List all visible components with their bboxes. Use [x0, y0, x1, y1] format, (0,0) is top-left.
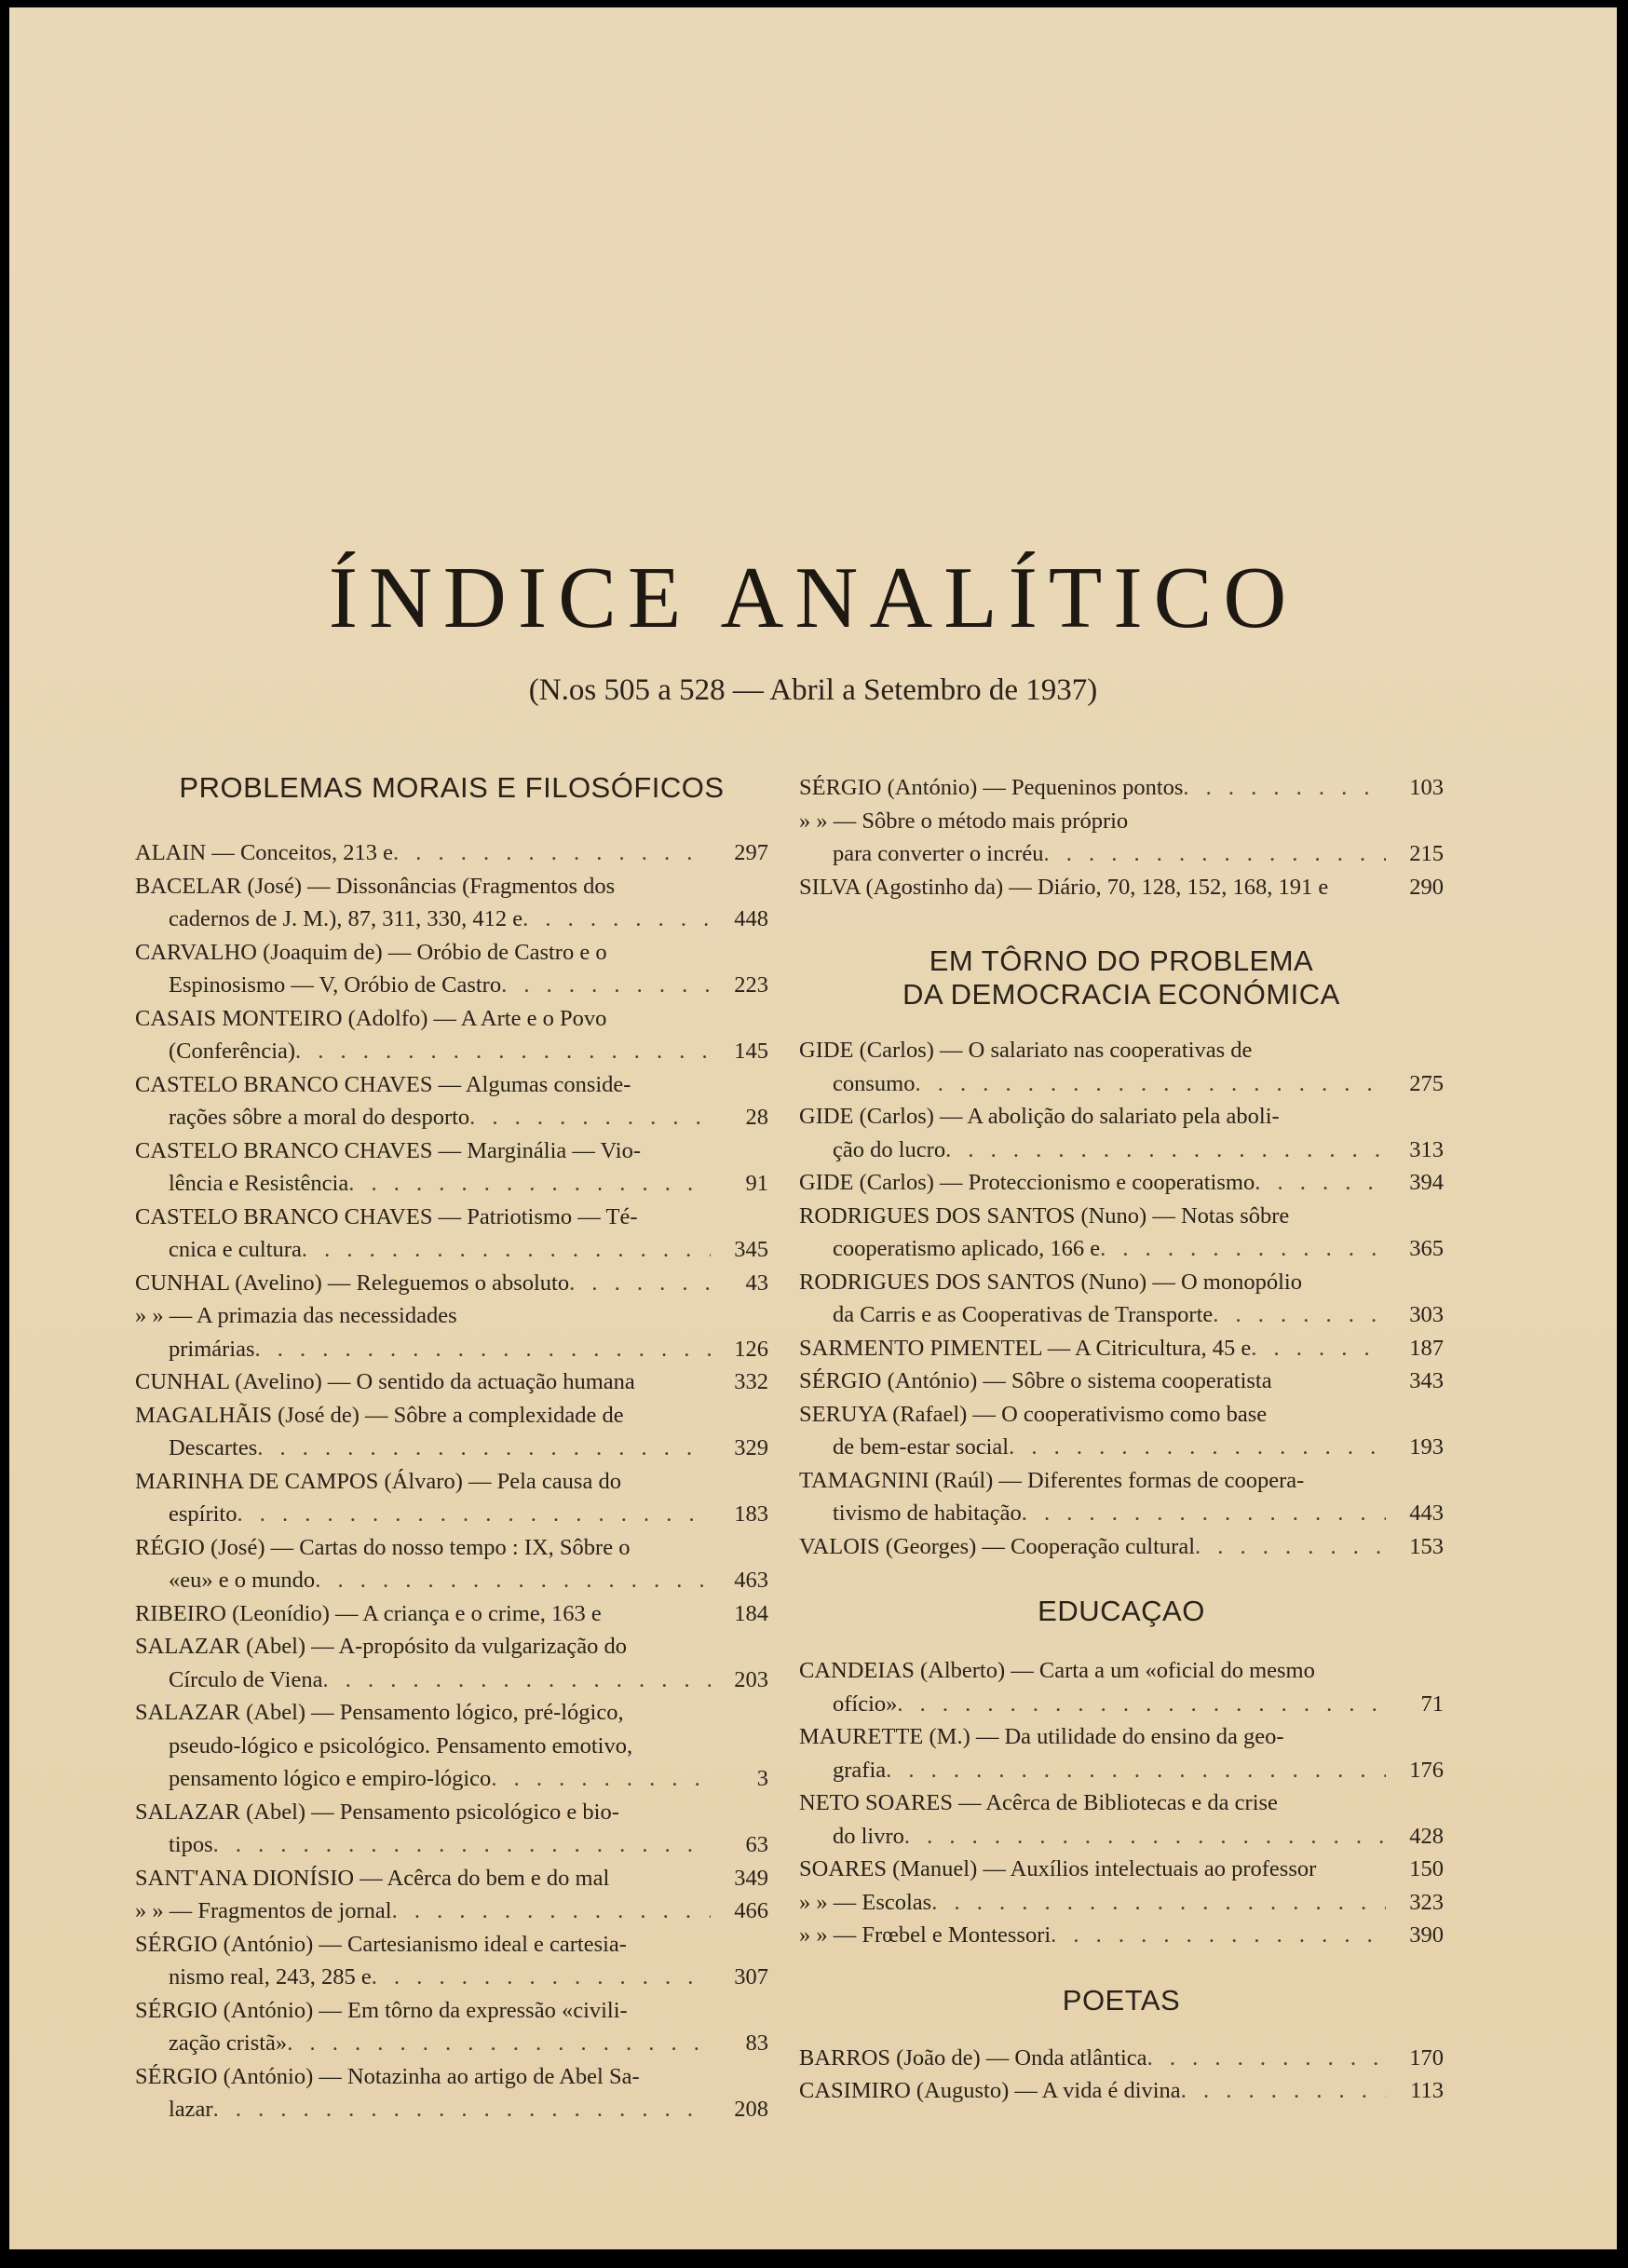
entry-text: CUNHAL (Avelino) — Releguemos o absoluto [135, 1270, 570, 1296]
entry-line [135, 936, 768, 970]
entry-text: SILVA (Agostinho da) — Diário, 70, 128, 152, 168, 191 e [799, 874, 1329, 900]
entry-line [799, 771, 1444, 805]
entry-text: pseudo-lógico e psicológico. Pensamento emotivo, [169, 1732, 633, 1759]
index-section [135, 771, 768, 2126]
page-number: 153 [1409, 1533, 1444, 1559]
entry-line [799, 2074, 1444, 2108]
dot-leader [287, 2027, 711, 2060]
entry-text: GIDE (Carlos) — Proteccionismo e cooperatismo [799, 1170, 1255, 1195]
entry-line [135, 1365, 768, 1399]
page-number: 71 [1420, 1691, 1444, 1717]
page-number: 91 [745, 1171, 768, 1196]
entry-line [799, 1720, 1444, 1754]
entry-line [135, 1267, 768, 1300]
entry-text: CUNHAL (Avelino) — O sentido da actuação humana [135, 1369, 635, 1394]
entry-line [135, 1531, 768, 1565]
index-entry [799, 1365, 1444, 1398]
entry-text: SALAZAR (Abel) — Pensamento psicológico e bio- [135, 1799, 619, 1825]
entry-text: CASTELO BRANCO CHAVES — Patriotismo — Té- [135, 1203, 638, 1229]
entry-line [799, 1166, 1444, 1200]
entry-text: » » — Escolas [799, 1889, 932, 1915]
entry-text: RÉGIO (José) — Cartas do nosso tempo : IX, Sôbre o [135, 1534, 631, 1560]
entry-text: SARMENTO PIMENTEL — A Citricultura, 45 e [799, 1335, 1252, 1361]
right-column [799, 771, 1444, 2108]
entry-text: rações sôbre a moral do desporto [169, 1105, 470, 1130]
entry-text: » » — Frœbel e Montessori [799, 1922, 1051, 1948]
section-heading [799, 1984, 1444, 2017]
entry-text: BARROS (João de) — Onda atlântica [799, 2044, 1147, 2071]
entry-text: MAGALHÃIS (José de) — Sôbre a complexidade de [135, 1402, 624, 1428]
dot-leader [237, 1498, 712, 1531]
entry-line [799, 1497, 1444, 1530]
page-number: 343 [1409, 1368, 1444, 1393]
page-number: 83 [745, 2030, 768, 2056]
page-number: 208 [734, 2097, 768, 2122]
entry-text: SÉRGIO (António) — Em tôrno da expressão «civili- [135, 1997, 628, 2023]
entry-text: ALAIN — Conceitos, 213 e [135, 840, 393, 865]
entry-text: CASIMIRO (Augusto) — A vida é divina [799, 2078, 1181, 2103]
entry-text: SANT'ANA DIONÍSIO — Acêrca do bem e do mal [135, 1865, 610, 1891]
dot-leader [569, 1267, 711, 1300]
page-number: 428 [1409, 1823, 1444, 1849]
entry-text: tivismo de habitação [833, 1501, 1022, 1526]
section-heading-line: DA DEMOCRACIA ECONÓMICA [902, 978, 1340, 1011]
index-entry [799, 771, 1444, 805]
dot-leader [522, 903, 711, 936]
dot-leader [886, 1754, 1386, 1787]
entry-text: SALAZAR (Abel) — Pensamento lógico, pré-lógico, [135, 1700, 624, 1725]
entry-text: ção do lucro [833, 1136, 946, 1162]
entry-text: CASTELO BRANCO CHAVES — Algumas conside- [135, 1071, 631, 1097]
index-entry [135, 1696, 768, 1796]
entry-text: CASTELO BRANCO CHAVES — Marginália — Vio- [135, 1137, 641, 1163]
entry-line [799, 1067, 1444, 1101]
entry-line [135, 1068, 768, 1102]
index-entry [135, 1201, 768, 1267]
scanned-page [9, 7, 1617, 2249]
entry-text: SÉRGIO (António) — Cartesianismo ideal e cartesia- [135, 1931, 627, 1957]
index-entry [135, 1068, 768, 1134]
page-number: 223 [734, 972, 768, 998]
dot-leader [315, 1564, 711, 1597]
page-number: 203 [734, 1666, 768, 1692]
entry-line [799, 1332, 1444, 1365]
index-entry [135, 1796, 768, 1862]
entry-text: MARINHA DE CAMPOS (Álvaro) — Pela causa do [135, 1468, 621, 1494]
entry-line [135, 2093, 768, 2126]
index-entry [135, 870, 768, 936]
entry-text: » » — A primazia das necessidades [135, 1303, 457, 1328]
entry-text: SOARES (Manuel) — Auxílios intelectuais ao professor [799, 1856, 1317, 1881]
entry-text: Espinosismo — V, Oróbio de Castro [169, 972, 502, 998]
dot-leader [1181, 2074, 1386, 2108]
entry-text: SALAZAR (Abel) — A-propósito da vulgarização do [135, 1634, 627, 1659]
entry-line [135, 836, 768, 870]
index-entry [799, 1886, 1444, 1920]
entry-line [135, 1498, 768, 1531]
dot-leader [1009, 1431, 1386, 1464]
page-number: 390 [1409, 1922, 1444, 1948]
entry-text: cadernos de J. M.), 87, 311, 330, 412 e [169, 906, 523, 931]
index-entry [135, 1299, 768, 1365]
dot-leader [931, 1886, 1386, 1920]
page-number: 275 [1409, 1070, 1444, 1096]
dot-leader [1183, 771, 1386, 805]
page-number: 183 [734, 1501, 768, 1527]
entry-line [135, 1796, 768, 1829]
entry-text: SÉRGIO (António) — Sôbre o sistema cooperatista [799, 1368, 1272, 1393]
index-entry [135, 1928, 768, 1994]
index-entry [135, 1465, 768, 1531]
entry-line [135, 1101, 768, 1134]
entry-line [799, 1786, 1444, 1820]
index-section [799, 1595, 1444, 1952]
entry-line [799, 1886, 1444, 1920]
section-heading [135, 771, 768, 805]
dot-leader [255, 1333, 711, 1366]
entry-text: SÉRGIO (António) — Pequeninos pontos [799, 775, 1184, 800]
entry-text: GIDE (Carlos) — A abolição do salariato pela aboli- [799, 1104, 1280, 1129]
index-entry [799, 1034, 1444, 1100]
dot-leader [1255, 1166, 1386, 1200]
entry-text: Círculo de Viena [169, 1666, 323, 1692]
dot-leader [1195, 1530, 1386, 1564]
index-entry [799, 1398, 1444, 1464]
entry-line [135, 1167, 768, 1201]
entry-line [135, 1895, 768, 1928]
entry-line [799, 1654, 1444, 1688]
index-entry [135, 1895, 768, 1928]
page-number: 297 [734, 840, 768, 865]
section-heading-line: POETAS [1062, 1983, 1181, 2017]
index-section [799, 1984, 1444, 2108]
index-entry [799, 1200, 1444, 1266]
entry-text: nismo real, 243, 285 e [169, 1964, 372, 1990]
entry-line [135, 1762, 768, 1796]
entry-line [135, 1002, 768, 1036]
index-entry [135, 936, 768, 1002]
entry-text: (Conferência) [169, 1039, 296, 1064]
entry-text: espírito [169, 1501, 237, 1527]
entry-line [799, 837, 1444, 871]
index-entry [135, 1002, 768, 1068]
dot-leader [1022, 1497, 1386, 1530]
entry-line [135, 1630, 768, 1664]
index-entry [799, 1919, 1444, 1952]
dot-leader [897, 1688, 1386, 1721]
page-number: 43 [745, 1270, 768, 1296]
index-section [799, 771, 1444, 903]
index-entry [135, 2060, 768, 2126]
page-number: 332 [734, 1369, 768, 1394]
entry-text: RIBEIRO (Leonídio) — A criança e o crime, 163 e [135, 1600, 602, 1626]
entry-text: zação cristã» [169, 2030, 288, 2056]
dot-leader [945, 1134, 1386, 1167]
section-heading-line: EM TÔRNO DO PROBLEMA [929, 944, 1314, 977]
section-heading [799, 944, 1444, 1012]
entry-line [135, 1201, 768, 1234]
entry-line [135, 1597, 768, 1631]
entry-text: cnica e cultura [169, 1237, 302, 1262]
entry-line [135, 1664, 768, 1697]
entry-line [799, 805, 1444, 838]
index-entry [799, 2042, 1444, 2075]
dot-leader [295, 1035, 711, 1068]
entry-line [135, 1828, 768, 1862]
index-entry [799, 1100, 1444, 1166]
page-number: 394 [1409, 1170, 1444, 1195]
entry-line [799, 1530, 1444, 1564]
dot-leader [1251, 1332, 1386, 1365]
entry-text: cooperatismo aplicado, 166 e [833, 1236, 1101, 1261]
dot-leader [501, 969, 711, 1002]
entry-text: CARVALHO (Joaquim de) — Oróbio de Castro e o [135, 939, 607, 965]
entry-line [799, 1754, 1444, 1787]
entry-line [135, 1233, 768, 1267]
page-number: 193 [1409, 1434, 1444, 1460]
entry-line [799, 1134, 1444, 1167]
entry-line [135, 1432, 768, 1465]
index-entry [799, 1786, 1444, 1853]
dot-leader [1213, 1298, 1386, 1332]
page-number: 170 [1409, 2044, 1444, 2071]
entry-text: «eu» e o mundo [169, 1568, 316, 1593]
page-number: 290 [1409, 874, 1444, 900]
page-number: 463 [734, 1568, 768, 1593]
entry-text: pensamento lógico e empiro-lógico [169, 1766, 492, 1791]
entry-line [799, 1820, 1444, 1854]
entry-line [799, 1232, 1444, 1266]
entry-text: lência e Resistência [169, 1171, 349, 1196]
entry-text: para converter o incréu [833, 841, 1044, 866]
page-number: 349 [734, 1865, 768, 1891]
page-number: 184 [734, 1600, 768, 1626]
index-entry [799, 1530, 1444, 1564]
index-entry [135, 1597, 768, 1631]
entry-line [135, 1465, 768, 1499]
dot-leader [469, 1101, 711, 1134]
page-number: 176 [1409, 1757, 1444, 1783]
entry-line [135, 903, 768, 936]
left-column [135, 771, 768, 2126]
index-entry [799, 1720, 1444, 1786]
entry-line [799, 1100, 1444, 1134]
entry-text: BACELAR (José) — Dissonâncias (Fragmentos dos [135, 873, 616, 899]
entry-text: » » — Sôbre o método mais próprio [799, 808, 1129, 834]
entry-line [799, 1034, 1444, 1067]
dot-leader [372, 1961, 711, 1994]
index-entry [135, 1994, 768, 2060]
entry-text: GIDE (Carlos) — O salariato nas cooperativas de [799, 1038, 1253, 1063]
entry-line [799, 1919, 1444, 1952]
section-heading-line: PROBLEMAS MORAIS E FILOSÓFICOS [179, 771, 725, 804]
entry-line [135, 2060, 768, 2094]
index-entry [135, 1267, 768, 1300]
entry-text: de bem-estar social [833, 1434, 1010, 1460]
entry-text: do livro [833, 1823, 904, 1849]
index-entry [135, 1399, 768, 1465]
entry-text: CANDEIAS (Alberto) — Carta a um «oficial do mesmo [799, 1658, 1315, 1683]
page-number: 113 [1410, 2078, 1444, 2103]
entry-line [135, 1399, 768, 1433]
index-entry [799, 1853, 1444, 1886]
dot-leader [348, 1167, 711, 1201]
entry-text: ofício» [833, 1691, 898, 1717]
page-number: 28 [745, 1105, 768, 1130]
dot-leader [915, 1067, 1386, 1101]
entry-line [135, 1333, 768, 1366]
entry-text: MAURETTE (M.) — Da utilidade do ensino da geo- [799, 1724, 1284, 1749]
entry-text: RODRIGUES DOS SANTOS (Nuno) — O monopólio [799, 1269, 1302, 1295]
index-entry [135, 1365, 768, 1399]
page-title: ÍNDICE ANALÍTICO [328, 550, 1298, 646]
dot-leader [257, 1432, 711, 1465]
entry-text: SERUYA (Rafael) — O cooperativismo como base [799, 1401, 1268, 1427]
page-number: 323 [1409, 1889, 1444, 1915]
page-number: 126 [734, 1336, 768, 1362]
entry-text: SÉRGIO (António) — Notazinha ao artigo de Abel Sa- [135, 2063, 640, 2089]
section-heading-line: EDUCAÇAO [1038, 1595, 1205, 1627]
page-number: 150 [1409, 1856, 1444, 1881]
entry-line [799, 1431, 1444, 1464]
entry-line [135, 2027, 768, 2060]
index-entry [799, 871, 1444, 904]
page-number: 329 [734, 1435, 768, 1460]
entry-text: CASAIS MONTEIRO (Adolfo) — A Arte e o Povo [135, 1005, 607, 1031]
page-number: 307 [734, 1964, 768, 1990]
entry-line [135, 1862, 768, 1895]
page-number: 3 [756, 1766, 768, 1791]
index-entry [799, 1266, 1444, 1332]
dot-leader [1051, 1919, 1386, 1952]
dot-leader [302, 1233, 711, 1267]
dot-leader [1044, 837, 1387, 871]
page-number: 215 [1409, 841, 1444, 866]
entry-text: VALOIS (Georges) — Cooperação cultural [799, 1533, 1196, 1559]
entry-text: tipos [169, 1832, 213, 1857]
entry-line [799, 1298, 1444, 1332]
entry-line [135, 1994, 768, 2028]
entry-text: consumo [833, 1070, 916, 1096]
entry-text: primárias [169, 1336, 255, 1362]
entry-line [135, 870, 768, 903]
dot-leader [322, 1664, 711, 1697]
dot-leader [491, 1762, 711, 1796]
entry-text: RODRIGUES DOS SANTOS (Nuno) — Notas sôbre [799, 1202, 1290, 1229]
entry-text: grafia [833, 1757, 887, 1783]
page-number: 365 [1409, 1236, 1444, 1261]
page-number: 103 [1409, 775, 1444, 800]
index-entry [135, 1134, 768, 1201]
dot-leader [1100, 1232, 1386, 1266]
index-entry [799, 805, 1444, 871]
entry-text: NETO SOARES — Acêrca de Bibliotecas e da crise [799, 1790, 1278, 1815]
index-entry [799, 1654, 1444, 1720]
entry-line [799, 871, 1444, 904]
page-number: 345 [734, 1237, 768, 1262]
entry-line [799, 1398, 1444, 1432]
page-subtitle: (N.os 505 a 528 — Abril a Setembro de 1937) [528, 673, 1098, 707]
index-entry [799, 1332, 1444, 1365]
entry-line [799, 1853, 1444, 1886]
page-number: 466 [734, 1898, 768, 1923]
index-entry [135, 836, 768, 870]
entry-line [135, 1696, 768, 1730]
entry-line [135, 1134, 768, 1168]
entry-line [799, 1266, 1444, 1299]
index-entry [799, 1464, 1444, 1530]
dot-leader [1147, 2042, 1386, 2075]
section-heading [799, 1595, 1444, 1628]
dot-leader [904, 1820, 1386, 1854]
entry-line [135, 1564, 768, 1597]
page-number: 303 [1409, 1302, 1444, 1327]
dot-leader [392, 1895, 711, 1928]
entry-text: » » — Fragmentos de jornal [135, 1898, 392, 1923]
index-entry [135, 1531, 768, 1597]
page-number: 448 [734, 906, 768, 931]
index-entry [135, 1630, 768, 1696]
page-number: 187 [1409, 1335, 1444, 1361]
page-number: 145 [734, 1039, 768, 1064]
index-entry [799, 1166, 1444, 1200]
index-section [799, 944, 1444, 1563]
page-number: 443 [1409, 1501, 1444, 1526]
entry-line [135, 969, 768, 1002]
entry-text: lazar [169, 2097, 213, 2122]
entry-text: da Carris e as Cooperativas de Transporte [833, 1302, 1214, 1327]
entry-line [799, 2042, 1444, 2075]
page-number: 313 [1409, 1136, 1444, 1162]
dot-leader [213, 1828, 711, 1862]
page-number: 63 [745, 1832, 768, 1857]
entry-line [135, 1928, 768, 1962]
entry-line [799, 1464, 1444, 1498]
entry-line [799, 1688, 1444, 1721]
entry-text: TAMAGNINI (Raúl) — Diferentes formas de coopera- [799, 1467, 1305, 1493]
entry-line [135, 1035, 768, 1068]
index-entry [135, 1862, 768, 1895]
index-entry [799, 2074, 1444, 2108]
entry-line [799, 1200, 1444, 1233]
entry-line [135, 1730, 768, 1763]
entry-line [799, 1365, 1444, 1398]
dot-leader [213, 2093, 711, 2126]
dot-leader [393, 836, 711, 870]
entry-line [135, 1961, 768, 1994]
entry-text: Descartes [169, 1435, 258, 1460]
entry-line [135, 1299, 768, 1333]
